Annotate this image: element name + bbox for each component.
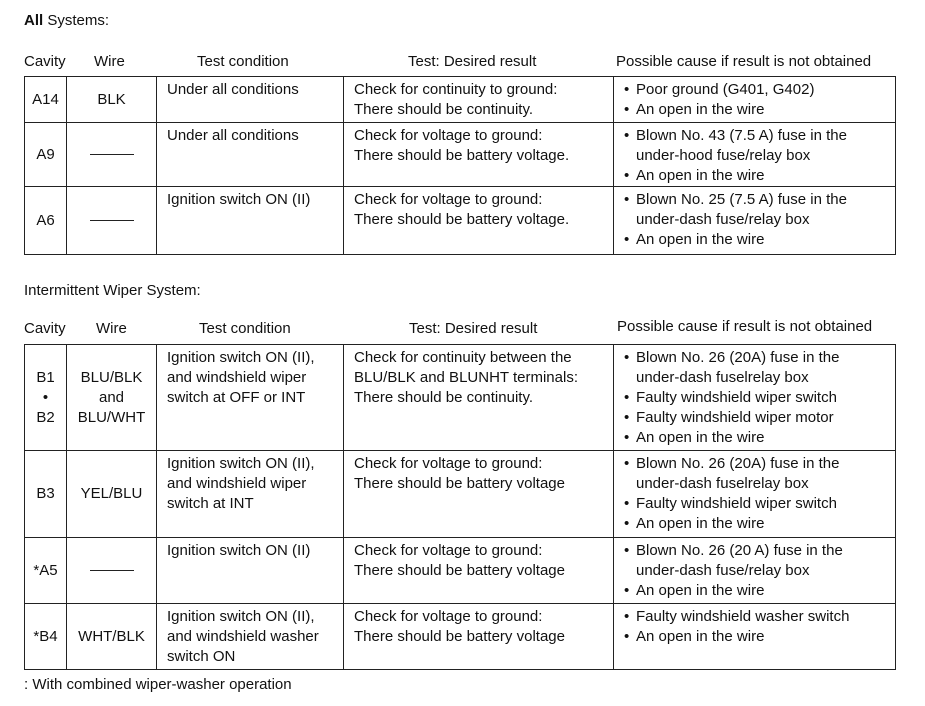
- list-item: under-dash fuselrelay box: [636, 369, 809, 386]
- cavity-cell: A14: [25, 77, 67, 123]
- header-possible-cause: Possible cause if result is not obtained: [616, 53, 872, 70]
- list-item: • Blown No. 26 (20A) fuse in the: [624, 348, 889, 368]
- cause-cell: [614, 604, 896, 670]
- intermittent-table: [24, 344, 896, 670]
- wire-cell: [67, 187, 157, 255]
- footnote: : With combined wiper-washer operation: [24, 676, 292, 693]
- wire-cell: WHT/BLK: [67, 604, 157, 670]
- wire-cell: [67, 538, 157, 604]
- section-title-intermittent: Intermittent Wiper System:: [24, 282, 201, 299]
- list-item: • Faulty windshield washer switch: [624, 607, 889, 627]
- list-item: • Blown No. 25 (7.5 A) fuse in the: [624, 190, 889, 210]
- header-test-condition: Test condition: [199, 320, 291, 337]
- list-item: • An open in the wire: [624, 230, 889, 250]
- table-row: [25, 345, 896, 451]
- list-item: • Faulty windshield wiper motor: [624, 408, 889, 428]
- list-item: • An open in the wire: [624, 514, 889, 534]
- wire-cell: BLK: [67, 77, 157, 123]
- table-row: [25, 604, 896, 670]
- header-cavity: Cavity: [24, 53, 66, 70]
- wire-cell: YEL/BLU: [67, 451, 157, 538]
- table-row: [25, 187, 896, 255]
- cavity-cell: B3: [25, 451, 67, 538]
- no-wire-dash: [90, 220, 134, 221]
- wire-cell: [67, 123, 157, 187]
- cause-cell: [614, 187, 896, 255]
- list-item: • Faulty windshield wiper switch: [624, 494, 889, 514]
- header-wire: Wire: [94, 53, 125, 70]
- list-item: under-dash fuselrelay box: [636, 475, 809, 492]
- all-systems-table: [24, 76, 896, 255]
- table-row: [25, 451, 896, 538]
- condition-cell: Under all conditions: [157, 123, 344, 187]
- condition-cell: Ignition switch ON (II): [157, 187, 344, 255]
- table-row: [25, 123, 896, 187]
- table-row: [25, 538, 896, 604]
- list-item: • An open in the wire: [624, 166, 889, 186]
- cause-cell: [614, 538, 896, 604]
- header-cavity: Cavity: [24, 320, 66, 337]
- cause-cell: [614, 451, 896, 538]
- cavity-cell: *A5: [25, 538, 67, 604]
- header-test-condition: Test condition: [197, 53, 289, 70]
- result-cell: Check for voltage to ground: There should be battery voltage: [344, 604, 614, 670]
- section-title-all-systems: All Systems:: [24, 12, 110, 29]
- no-wire-dash: [90, 154, 134, 155]
- list-item: • An open in the wire: [624, 428, 889, 448]
- cavity-cell: A9: [25, 123, 67, 187]
- header-wire: Wire: [96, 320, 127, 337]
- header-desired-result: Test: Desired result: [409, 320, 538, 337]
- cavity-cell: *B4: [25, 604, 67, 670]
- list-item: • An open in the wire: [624, 100, 889, 120]
- result-cell: Check for voltage to ground: There should be battery voltage.: [344, 123, 614, 187]
- result-cell: Check for voltage to ground: There should be battery voltage: [344, 538, 614, 604]
- list-item: • Poor ground (G401, G402): [624, 80, 889, 100]
- list-item: • Blown No. 26 (20A) fuse in the: [624, 454, 889, 474]
- list-item: • An open in the wire: [624, 581, 889, 601]
- table-row: [25, 77, 896, 123]
- result-cell: Check for voltage to ground: There should be battery voltage.: [344, 187, 614, 255]
- condition-cell: Ignition switch ON (II), and windshield wiper switch at INT: [157, 451, 344, 538]
- list-item: • Blown No. 43 (7.5 A) fuse in the: [624, 126, 889, 146]
- cause-cell: [614, 77, 896, 123]
- cause-cell: [614, 123, 896, 187]
- header-possible-cause: Possible cause if result is not obtained: [617, 318, 873, 335]
- condition-cell: Ignition switch ON (II), and windshield washer switch ON: [157, 604, 344, 670]
- header-desired-result: Test: Desired result: [408, 53, 537, 70]
- no-wire-dash: [90, 570, 134, 571]
- list-item: • Faulty windshield wiper switch: [624, 388, 889, 408]
- list-item: • An open in the wire: [624, 627, 889, 647]
- result-cell: Check for voltage to ground: There should be battery voltage: [344, 451, 614, 538]
- condition-cell: Ignition switch ON (II), and windshield wiper switch at OFF or INT: [157, 345, 344, 451]
- list-item: under-hood fuse/relay box: [636, 147, 811, 164]
- condition-cell: Under all conditions: [157, 77, 344, 123]
- list-item: • Blown No. 26 (20 A) fuse in the: [624, 541, 889, 561]
- condition-cell: Ignition switch ON (II): [157, 538, 344, 604]
- list-item: under-dash fuse/relay box: [636, 211, 810, 228]
- cause-cell: [614, 345, 896, 451]
- cavity-cell: A6: [25, 187, 67, 255]
- cavity-cell: B1 • B2: [25, 345, 67, 451]
- result-cell: Check for continuity between the BLU/BLK and BLUNHT terminals: There should be continuity.: [344, 345, 614, 451]
- wire-cell: BLU/BLK and BLU/WHT: [67, 345, 157, 451]
- list-item: under-dash fuse/relay box: [636, 562, 810, 579]
- result-cell: Check for continuity to ground: There should be continuity.: [344, 77, 614, 123]
